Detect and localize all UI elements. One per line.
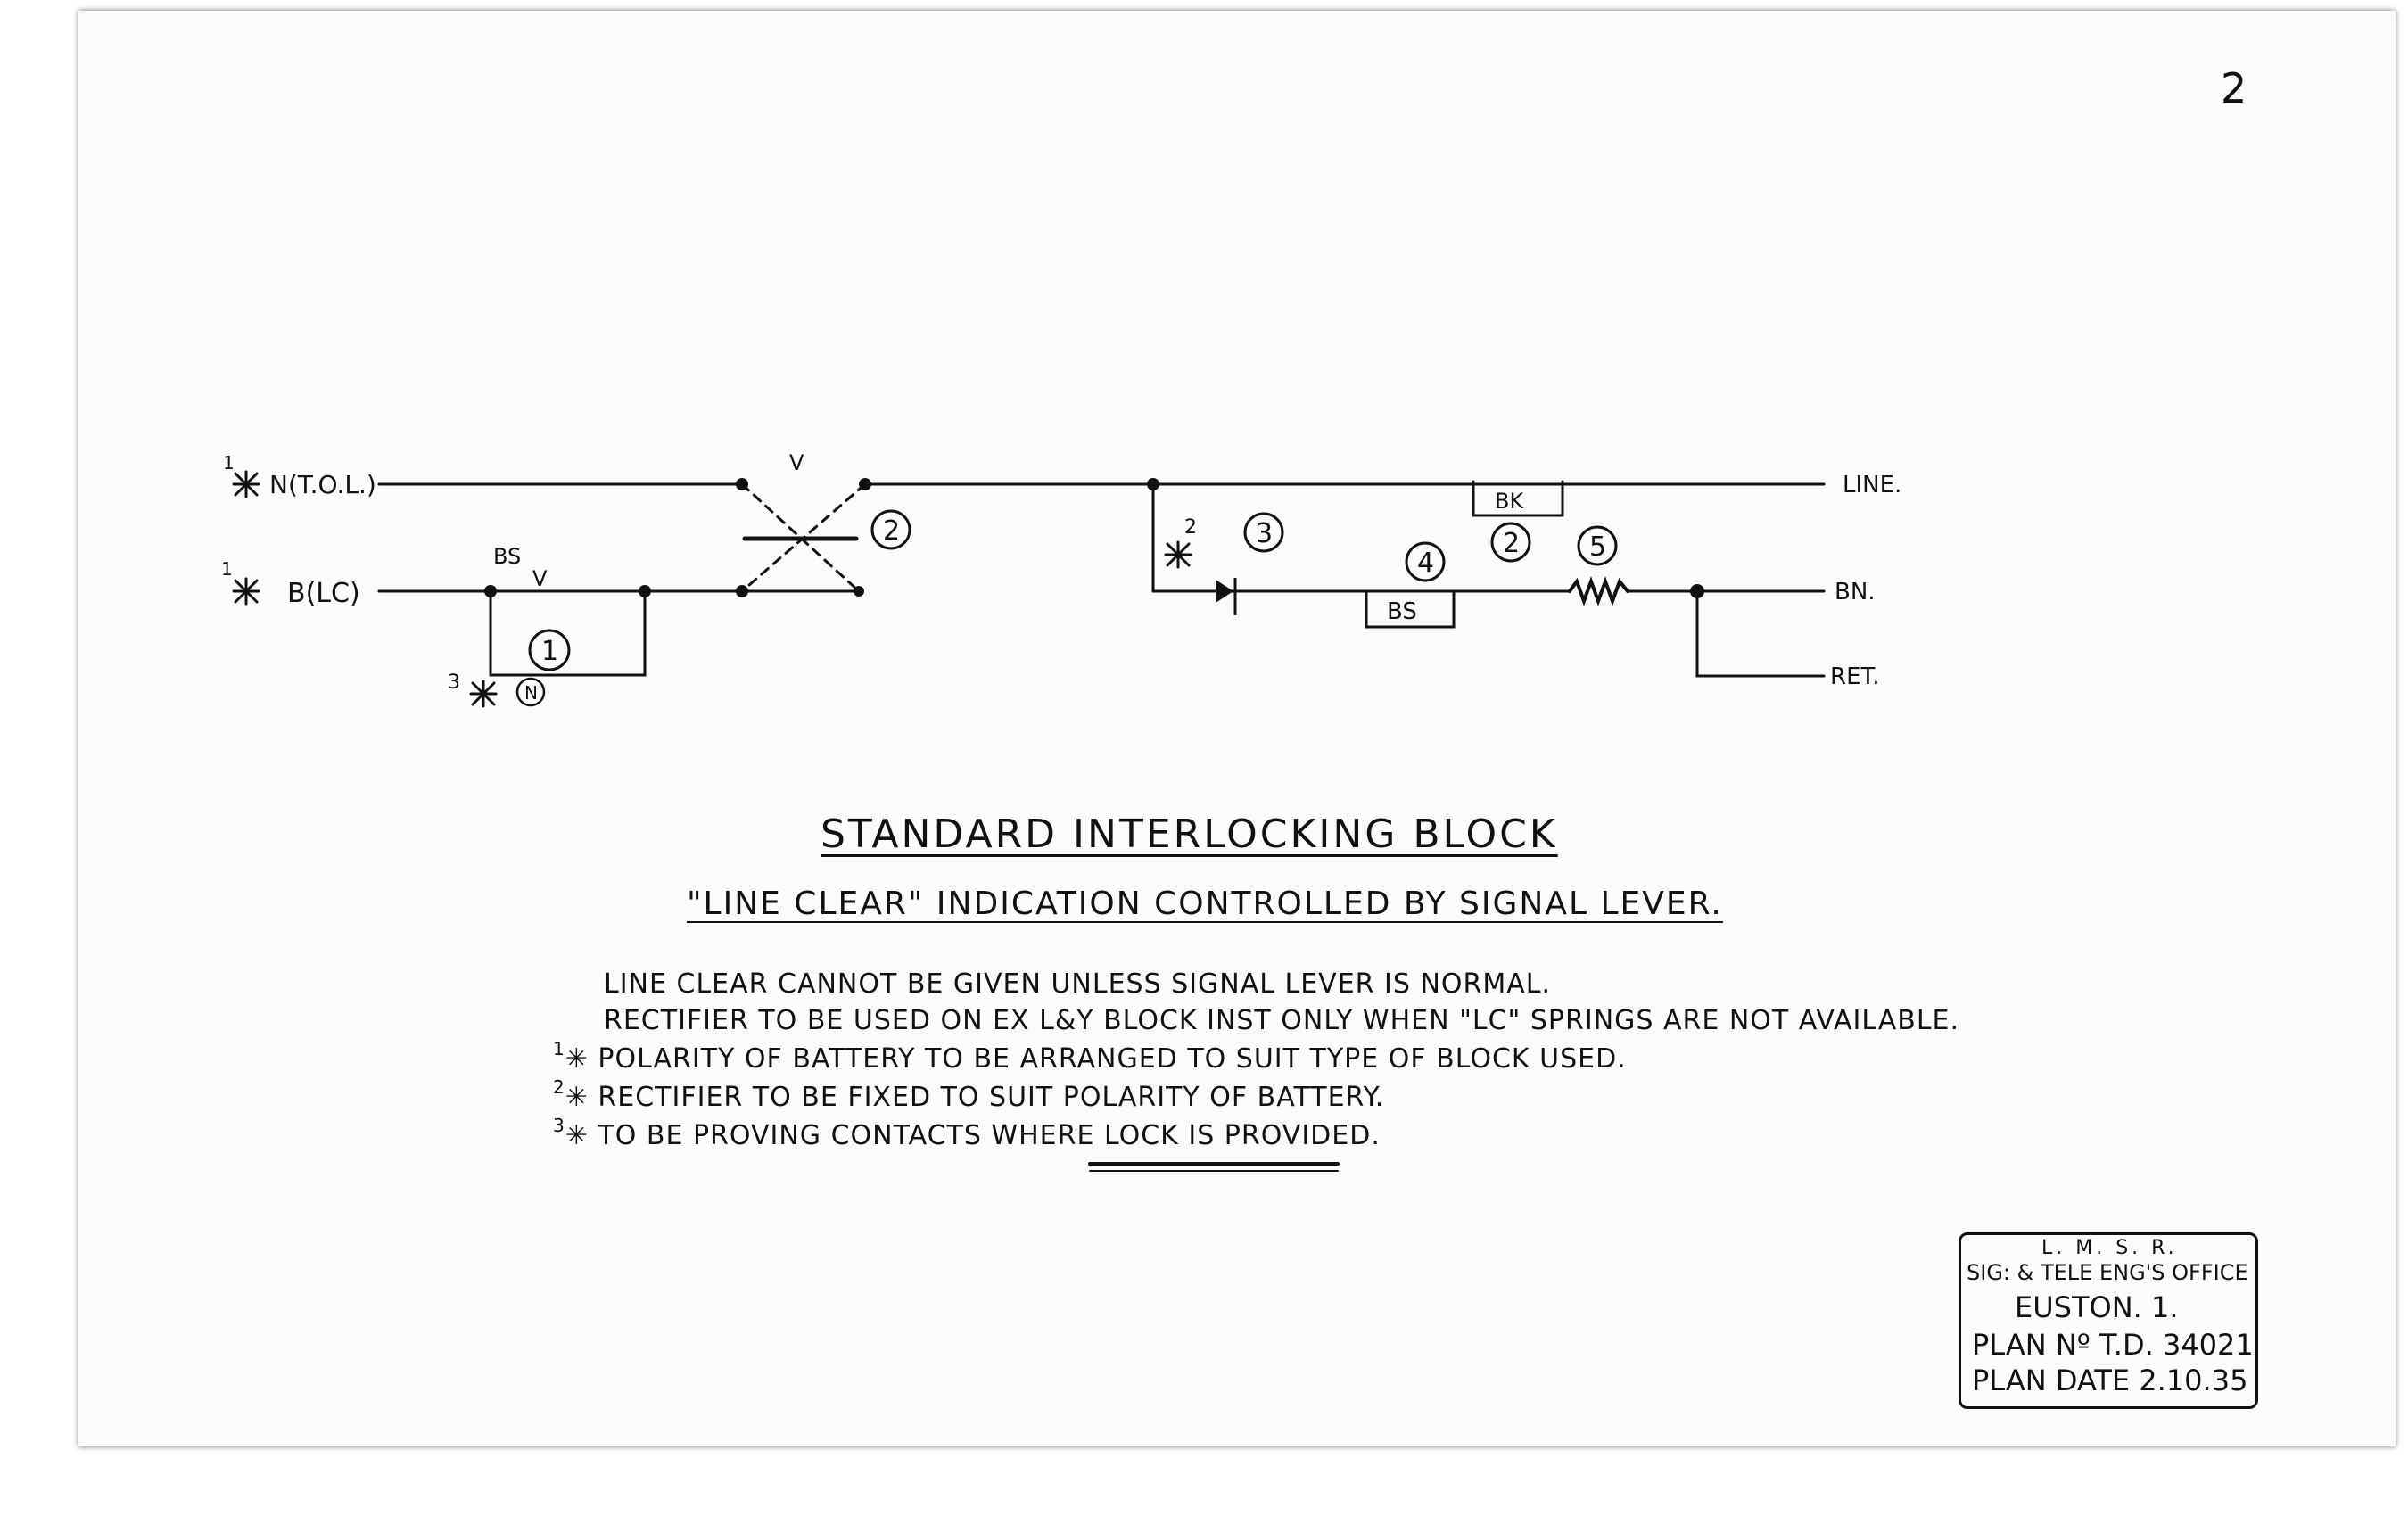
- star-marker-rectifier: [1166, 542, 1191, 567]
- circle-4-label: 4: [1417, 548, 1435, 579]
- star-icon: ✳: [565, 1082, 598, 1113]
- terminal-b-label: B(LC): [287, 578, 360, 609]
- contact-bs-label: BS: [493, 544, 522, 569]
- terminal-line-label: LINE.: [1843, 472, 1902, 498]
- circle-2-left-label: 2: [883, 515, 901, 547]
- note-4-ref: 2: [553, 1076, 565, 1098]
- star-marker-top: [234, 472, 259, 497]
- stamp-plan-date: PLAN DATE 2.10.35: [1972, 1364, 2248, 1397]
- circle-2-right-label: 2: [1503, 528, 1521, 559]
- note-2-text: RECTIFIER TO BE USED ON EX L&Y BLOCK INST ONLY WHEN "LC" SPRINGS ARE NOT AVAILABLE.: [604, 1005, 1960, 1036]
- bs-box-label: BS: [1387, 598, 1417, 625]
- note-1-text: LINE CLEAR CANNOT BE GIVEN UNLESS SIGNAL LEVER IS NORMAL.: [604, 968, 1552, 1000]
- rectifier-diode: [1216, 578, 1235, 615]
- stamp-location: EUSTON. 1.: [2015, 1290, 2179, 1324]
- note-4-text: RECTIFIER TO BE FIXED TO SUIT POLARITY OF BATTERY.: [598, 1082, 1385, 1113]
- terminal-bn-label: BN.: [1835, 579, 1876, 606]
- circle-5-label: 5: [1589, 531, 1607, 563]
- ref-rectifier: 2: [1184, 516, 1197, 539]
- ref-proving: 3: [448, 671, 460, 694]
- ref-bottom: 1: [221, 558, 233, 580]
- marker-n-label: N: [524, 682, 538, 704]
- bk-label: BK: [1495, 489, 1524, 514]
- stamp-plan-no: PLAN Nº T.D. 34021: [1972, 1328, 2254, 1362]
- wire-ret: [1697, 591, 1824, 676]
- note-4: [553, 1076, 1384, 1113]
- note-3: [553, 1038, 1627, 1075]
- contact-v1-label: V: [532, 566, 548, 591]
- star-icon: ✳: [565, 1043, 598, 1075]
- note-5: [553, 1115, 1381, 1151]
- star-marker-proving: [471, 681, 496, 706]
- stamp-office: SIG: & TELE ENG'S OFFICE: [1967, 1260, 2248, 1285]
- note-5-text: TO BE PROVING CONTACTS WHERE LOCK IS PROVIDED.: [598, 1120, 1381, 1151]
- note-2: [604, 1000, 1959, 1036]
- contact-v2-label: V: [789, 450, 804, 475]
- circle-1-label: 1: [541, 636, 559, 667]
- note-1: [604, 963, 1551, 1000]
- note-5-ref: 3: [553, 1115, 565, 1136]
- star-marker-bottom: [234, 579, 259, 604]
- star-icon: ✳: [565, 1120, 598, 1151]
- terminal-n-label: N(T.O.L.): [269, 470, 376, 499]
- note-3-text: POLARITY OF BATTERY TO BE ARRANGED TO SUIT TYPE OF BLOCK USED.: [598, 1043, 1627, 1075]
- circle-3-label: 3: [1256, 518, 1274, 549]
- resistor-5: [1570, 581, 1628, 601]
- terminal-ret-label: RET.: [1830, 663, 1880, 690]
- diagram-title: STANDARD INTERLOCKING BLOCK: [821, 812, 1558, 857]
- contact-1-loop: [491, 591, 645, 675]
- office-stamp: [1959, 1232, 2258, 1409]
- diagram-subtitle: "LINE CLEAR" INDICATION CONTROLLED BY SIGNAL LEVER.: [687, 886, 1723, 922]
- stamp-org: L. M. S. R.: [2041, 1237, 2178, 1259]
- note-3-ref: 1: [553, 1038, 565, 1059]
- page-number: 2: [2221, 64, 2247, 112]
- ref-top: 1: [223, 452, 235, 474]
